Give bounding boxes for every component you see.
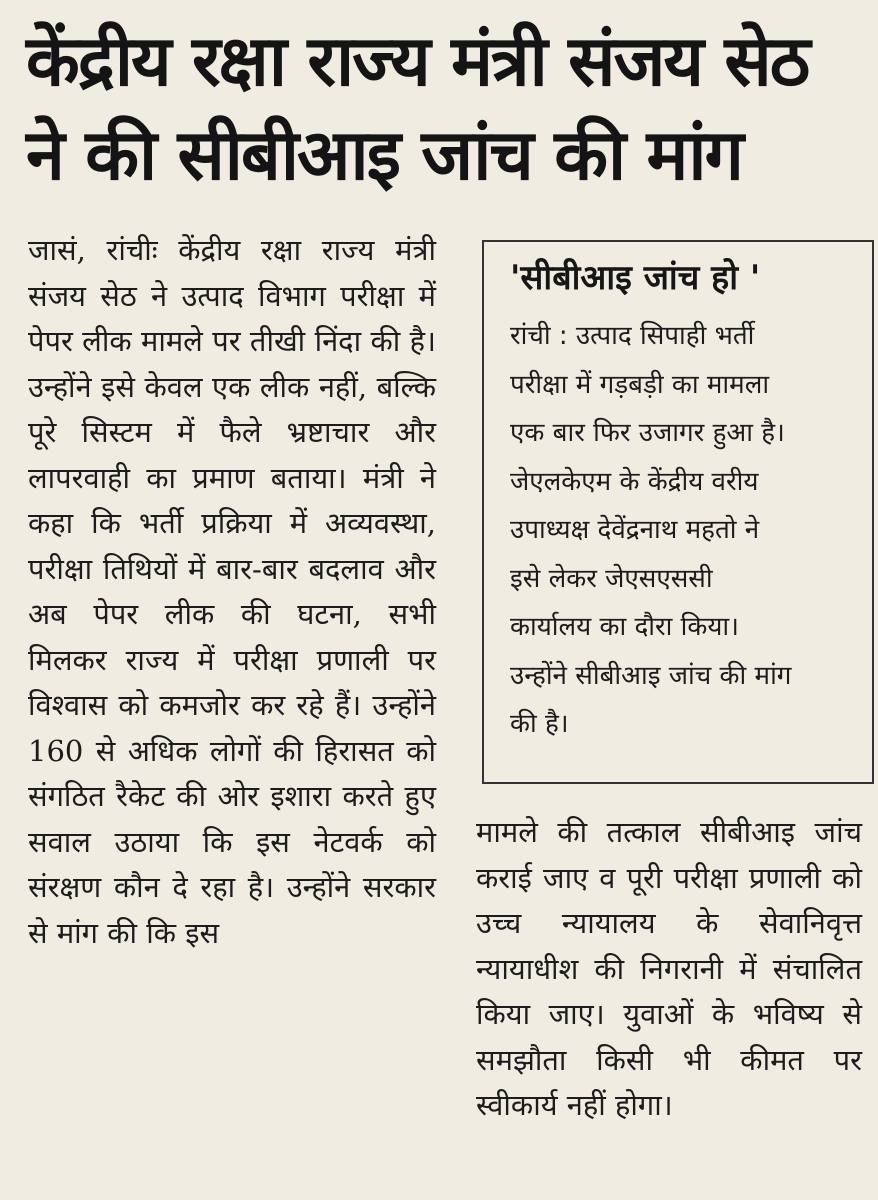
sidebar-box-line: की है।: [510, 709, 569, 739]
sidebar-box-line: उन्होंने सीबीआइ जांच की मांग: [510, 660, 792, 691]
article-left-column: [28, 228, 436, 956]
sidebar-box-line: एक बार फिर उजागर हुआ है।: [510, 418, 785, 448]
headline: [26, 14, 866, 202]
sidebar-box-line: जेएलकेएम के केंद्रीय वरीय: [510, 466, 759, 497]
article-right-column: मामले की तत्काल सीबीआइ जांच कराई जाए व पूरी परीक्षा प्रणाली को उच्च न्यायालय के सेवानिवृत्त न्यायाधीश की निगरानी में संचालित किया जाए। युवाओं के भविष्य से समझौता किसी भी कीमत पर स्वीकार्य नहीं होगा।: [476, 815, 862, 1122]
headline-line-2: ने की सीबीआइ जांच की मांग: [26, 114, 742, 196]
sidebar-box-line: कार्यालय का दौरा किया।: [510, 612, 739, 642]
sidebar-box-line: रांची : उत्पाद सिपाही भर्ती: [510, 321, 755, 351]
sidebar-box: [482, 240, 874, 784]
sidebar-box-body: [510, 312, 854, 749]
sidebar-box-title: 'सीबीआइ जांच हो ': [510, 258, 761, 298]
article-dateline: जासं, रांचीः: [28, 233, 158, 267]
article-left-body: केंद्रीय रक्षा राज्य मंत्री संजय सेठ ने उत्पाद विभाग परीक्षा में पेपर लीक मामले पर तीखी निंदा की है। उन्होंने इसे केवल एक लीक नहीं, बल्कि पूरे सिस्टम में फैले भ्रष्टाचार और लापरवाही का प्रमाण बताया। मंत्री ने कहा कि भर्ती प्रक्रिया में अव्यवस्था, परीक्षा तिथियों में बार-बार बदलाव और अब पेपर लीक की घटना, सभी मिलकर राज्य में परीक्षा प्रणाली पर विश्वास को कमजोर कर रहे हैं। उन्होंने 160 से अधिक लोगों की हिरासत को संगठित रैकेट की ओर इशारा करते हुए सवाल उठाया कि इस नेटवर्क को संरक्षण कौन दे रहा है। उन्होंने सरकार से मांग की कि इस: [28, 233, 437, 950]
sidebar-box-line: उपाध्यक्ष देवेंद्रनाथ महतो ने: [510, 515, 760, 545]
sidebar-box-line: परीक्षा में गड़बड़ी का मामला: [510, 369, 770, 400]
sidebar-box-line: इसे लेकर जेएसएससी: [510, 563, 713, 594]
headline-line-1: केंद्रीय रक्षा राज्य मंत्री संजय सेठ: [26, 20, 809, 102]
